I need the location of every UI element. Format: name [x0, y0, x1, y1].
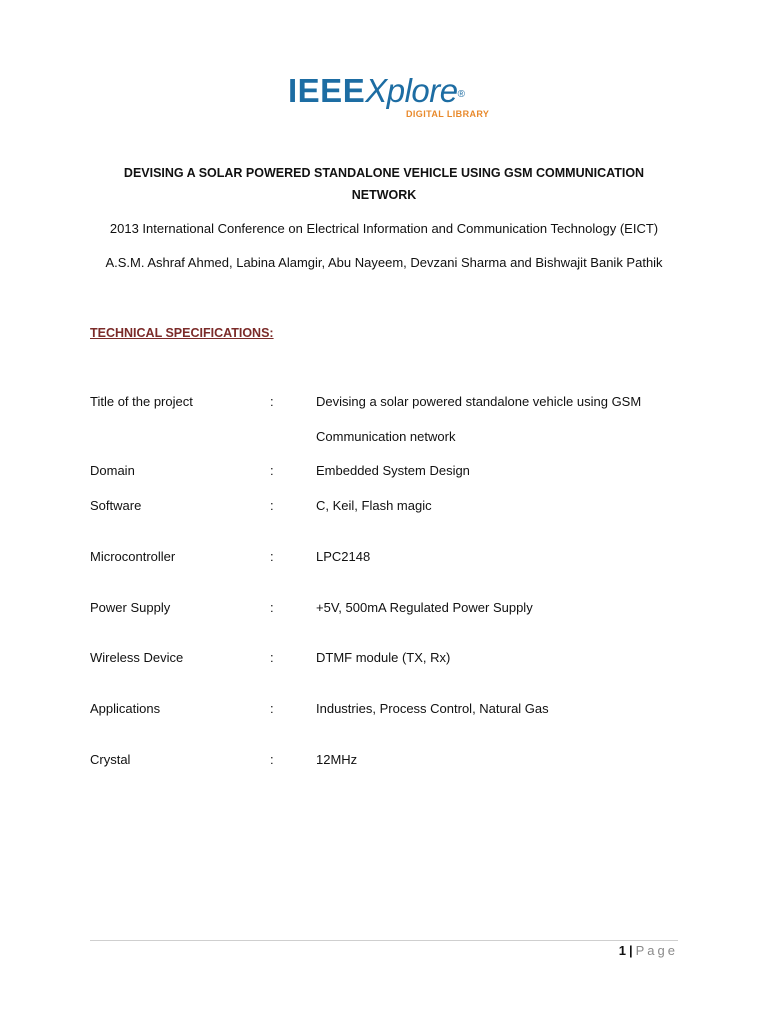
- author-list: A.S.M. Ashraf Ahmed, Labina Alamgir, Abu Nayeem, Devzani Sharma and Bishwajit Banik Pathik: [105, 255, 663, 270]
- spec-colon: :: [270, 701, 274, 716]
- spec-label: Wireless Device: [90, 650, 184, 665]
- logo-xplore-text: Xplore: [365, 72, 458, 109]
- logo-subtitle: DIGITAL LIBRARY: [406, 109, 490, 119]
- logo-ieee-text: IEEE: [288, 72, 366, 109]
- spec-value-continued: Communication network: [316, 429, 456, 444]
- spec-colon: :: [270, 498, 274, 513]
- spec-label: Microcontroller: [90, 549, 176, 564]
- spec-colon: :: [270, 394, 274, 409]
- page-footer: [619, 942, 678, 960]
- page-separator: |: [628, 943, 633, 958]
- spec-value: C, Keil, Flash magic: [316, 498, 432, 513]
- registered-mark: ®: [457, 89, 465, 100]
- document-title: DEVISING A SOLAR POWERED STANDALONE VEHICLE USING GSM COMMUNICATION NETWORK: [123, 166, 645, 202]
- spec-colon: :: [270, 463, 274, 478]
- spec-label: Applications: [90, 701, 161, 716]
- spec-label: Domain: [90, 463, 135, 478]
- page-number: 1: [618, 943, 626, 958]
- logo-wordmark: [288, 72, 465, 110]
- spec-colon: :: [270, 650, 274, 665]
- spec-value: +5V, 500mA Regulated Power Supply: [316, 600, 533, 615]
- footer-divider: [90, 940, 678, 941]
- technical-specifications-heading: TECHNICAL SPECIFICATIONS:: [90, 326, 274, 340]
- spec-value: 12MHz: [316, 752, 358, 767]
- page-label: Page: [635, 943, 678, 958]
- ieee-xplore-logo: [288, 72, 518, 124]
- spec-colon: :: [270, 600, 274, 615]
- spec-value: Embedded System Design: [316, 463, 470, 478]
- conference-name: 2013 International Conference on Electrical Information and Communication Technology (EICT): [109, 221, 659, 236]
- spec-value: DTMF module (TX, Rx): [316, 650, 451, 665]
- spec-value: LPC2148: [316, 549, 371, 564]
- spec-value: Industries, Process Control, Natural Gas: [316, 701, 549, 716]
- spec-label: Software: [90, 498, 142, 513]
- spec-label: Power Supply: [90, 600, 171, 615]
- spec-colon: :: [270, 752, 274, 767]
- spec-label: Title of the project: [90, 394, 193, 409]
- spec-colon: :: [270, 549, 274, 564]
- spec-label: Crystal: [90, 752, 131, 767]
- spec-value: Devising a solar powered standalone vehicle using GSM: [316, 394, 642, 409]
